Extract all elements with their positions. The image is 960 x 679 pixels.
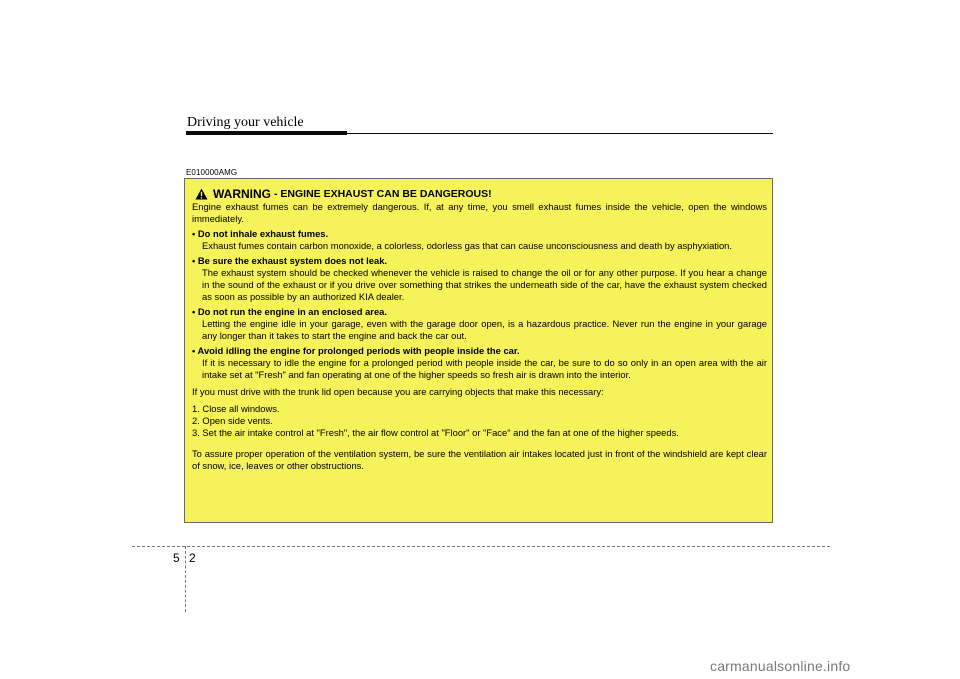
step-item: 3. Set the air intake control at "Fresh", the air flow control at "Floor" or "Face" and the fan at one of the higher speeds. bbox=[192, 427, 679, 438]
page-header-title: Driving your vehicle bbox=[187, 115, 304, 130]
page-number: 2 bbox=[189, 551, 196, 565]
chapter-number: 5 bbox=[173, 551, 180, 565]
step-item: 2. Open side vents. bbox=[192, 415, 273, 426]
document-code: E010000AMG bbox=[186, 168, 238, 177]
bullet-title: • Do not inhale exhaust fumes. bbox=[192, 228, 329, 239]
warning-subtitle: - ENGINE EXHAUST CAN BE DANGEROUS! bbox=[274, 188, 492, 200]
warning-box bbox=[184, 178, 773, 523]
bullet-title: • Be sure the exhaust system does not leak. bbox=[192, 255, 388, 266]
footer-rule bbox=[132, 546, 830, 547]
bullet-title: • Do not run the engine in an enclosed area. bbox=[192, 306, 387, 317]
watermark: carmanualsonline.info bbox=[710, 658, 851, 674]
bullet-title: • Avoid idling the engine for prolonged periods with people inside the car. bbox=[192, 345, 520, 356]
bullet-body: Letting the engine idle in your garage, even with the garage door open, is a hazardous practice. Never run the engine in your garage any longer than it takes to start the engine and back the car out. bbox=[202, 318, 767, 341]
trunk-intro: If you must drive with the trunk lid open because you are carrying objects that make this necessary: bbox=[192, 386, 604, 397]
footer-vertical-rule bbox=[185, 546, 186, 612]
step-item: 1. Close all windows. bbox=[192, 403, 280, 414]
warning-word: WARNING bbox=[213, 187, 271, 201]
bullet-body: Exhaust fumes contain carbon monoxide, a colorless, odorless gas that can cause unconsciousness and death by asphyxiation. bbox=[202, 240, 733, 251]
bullet-body: If it is necessary to idle the engine for a prolonged period with people inside the car, be sure to do so only in an open area with the air intake set at "Fresh" and fan operating at one of the higher speeds so fresh air is drawn into the interior. bbox=[202, 357, 767, 380]
header-rule-thin bbox=[347, 133, 773, 134]
bullet-body: The exhaust system should be checked whenever the vehicle is raised to change the oil or for any other purpose. If you hear a change in the sound of the exhaust or if you drive over something that strikes the underneath side of the car, have the exhaust system checked as soon as possible by an authorized KIA dealer. bbox=[202, 267, 767, 302]
warning-heading bbox=[195, 187, 767, 201]
closing-paragraph: To assure proper operation of the ventilation system, be sure the ventilation air intakes located just in front of the windshield are kept clear of snow, ice, leaves or other obstructions. bbox=[192, 448, 767, 471]
warning-triangle-icon bbox=[195, 188, 208, 200]
header-rule-thick bbox=[186, 131, 347, 135]
warning-intro: Engine exhaust fumes can be extremely dangerous. If, at any time, you smell exhaust fumes inside the vehicle, open the windows immediately. bbox=[192, 201, 767, 224]
